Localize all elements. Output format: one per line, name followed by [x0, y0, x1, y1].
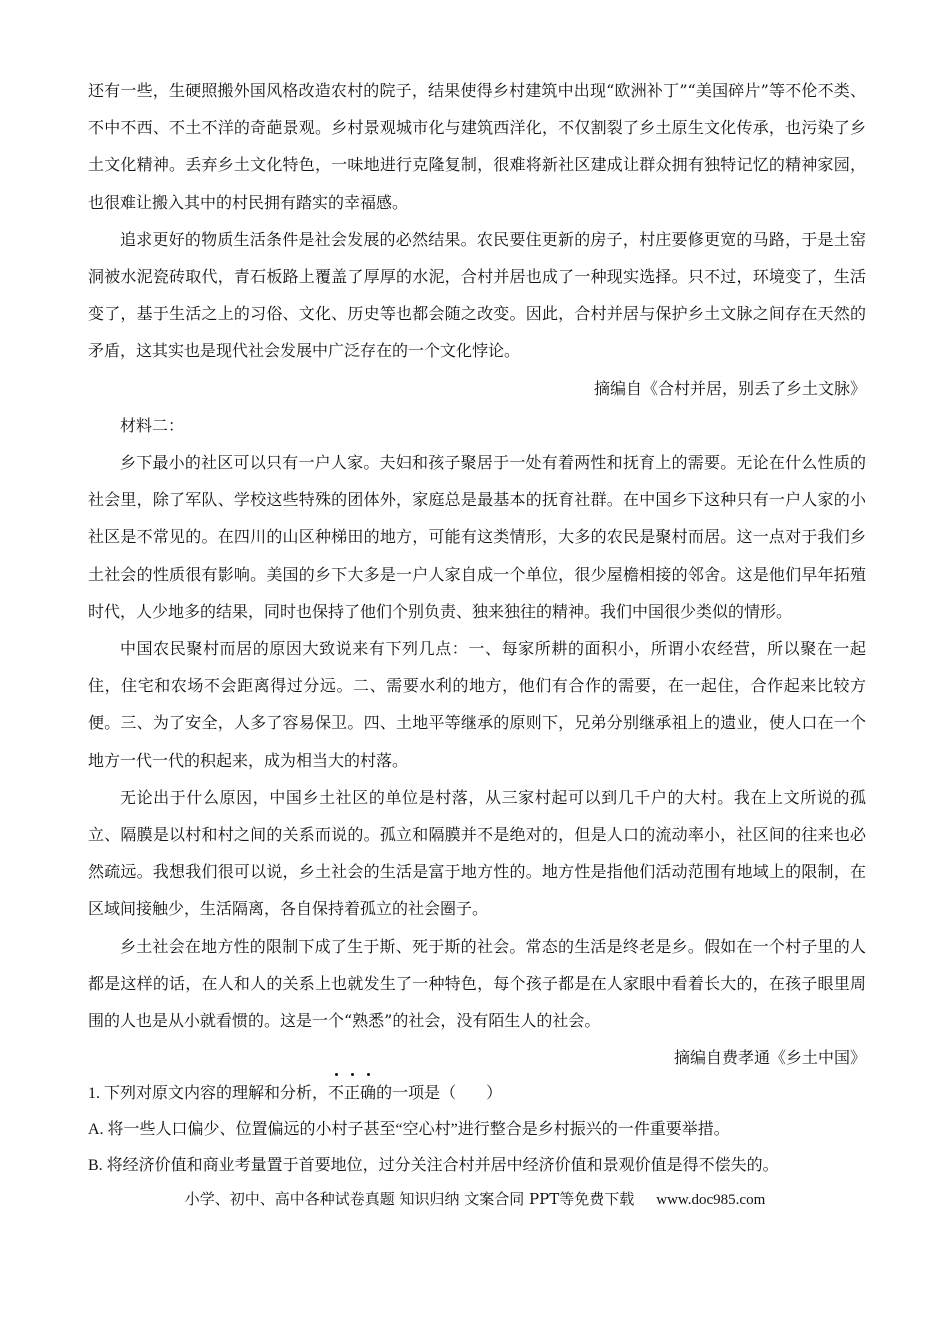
option-a: A. 将一些人口偏少、位置偏远的小村子甚至“空心村”进行整合是乡村振兴的一件重要举措。	[88, 1121, 730, 1139]
material1-paragraph-1: 还有一些，生硬照搬外国风格改造农村的院子，结果使得乡村建筑中出现“欧洲补丁”“美国碎片”等不伦不类、不中不西、不土不洋的奇葩景观。乡村景观城市化与建筑西洋化，不仅割裂了乡土原生文化传承，也污染了乡土文化精神。丢弃乡土文化特色，一味地进行克隆复制，很难将新社区建成让群众拥有独特记忆的精神家园，也很难让搬入其中的村民拥有踏实的幸福感。	[88, 81, 866, 212]
emphasis-char: 正	[344, 1076, 360, 1112]
footer-url[interactable]: www.doc985.com	[656, 1192, 766, 1208]
question-stem-prefix: 1. 下列对原文内容的理解和分析，	[88, 1085, 329, 1103]
emphasis-char: 确	[360, 1076, 376, 1112]
material1-source: 摘编自《合村并居，别丢了乡土文脉》	[593, 378, 866, 398]
footer-text: 小学、初中、高中各种试卷真题 知识归纳 文案合同 PPT等免费下载	[184, 1190, 635, 1208]
material2-paragraph-2: 中国农民聚村而居的原因大致说来有下列几点：一、每家所耕的面积小，所谓小农经营，所以聚在一起住，住宅和农场不会距离得过分远。二、需要水利的地方，他们有合作的需要，在一起住，合作起来比较方便。三、为了安全，人多了容易保卫。四、土地平等继承的原则下，兄弟分别继承祖上的遗业，使人口在一个地方一代一代的积起来，成为相当大的村落。	[88, 639, 866, 770]
question-1-stem	[88, 1076, 866, 1112]
material2-label: 材料二：	[120, 415, 185, 435]
question-stem-suffix: 的一项是（	[376, 1085, 457, 1103]
material2-paragraph-4: 乡土社会在地方性的限制下成了生于斯、死于斯的社会。常态的生活是终老是乡。假如在一个村子里的人都是这样的话，在人和人的关系上也就发生了一种特色，每个孩子都是在人家眼中看着长大的，在孩子眼里周围的人也是从小就看惯的。这是一个“熟悉”的社会，没有陌生人的社会。	[88, 936, 866, 1031]
document-body	[88, 72, 866, 1184]
emphasis-char: 不	[328, 1076, 344, 1112]
material1-paragraph-2: 追求更好的物质生活条件是社会发展的必然结果。农民要住更新的房子，村庄要修更宽的马路，于是土窑洞被水泥瓷砖取代，青石板路上覆盖了厚厚的水泥，合村并居也成了一种现实选择。只不过，环境变了，生活变了，基于生活之上的习俗、文化、历史等也都会随之改变。因此，合村并居与保护乡土文脉之间存在天然的矛盾，这其实也是现代社会发展中广泛存在的一个文化悖论。	[88, 229, 866, 361]
footer	[0, 1188, 950, 1209]
material2-paragraph-1: 乡下最小的社区可以只有一户人家。夫妇和孩子聚居于一处有着两性和抚育上的需要。无论在什么性质的社会里，除了军队、学校这些特殊的团体外，家庭总是最基本的抚育社群。在中国乡下这种只有一户人家的小社区是不常见的。在四川的山区种梯田的地方，可能有这类情形，大多的农民是聚村而居。这一点对于我们乡土社会的性质很有影响。美国的乡下大多是一户人家自成一个单位，很少屋檐相接的邻舍。这是他们早年拓殖时代，人少地多的结果，同时也保持了他们个别负责、独来独往的精神。我们中国很少类似的情形。	[88, 453, 866, 621]
material2-source: 摘编自费孝通《乡土中国》	[673, 1048, 866, 1068]
material2-paragraph-3: 无论出于什么原因，中国乡土社区的单位是村落，从三家村起可以到几千户的大村。我在上文所说的孤立、隔膜是以村和村之间的关系而说的。孤立和隔膜并不是绝对的，但是人口的流动率小，社区间的往来也必然疏远。我想我们很可以说，乡土社会的生活是富于地方性的。地方性是指他们活动范围有地域上的限制，在区域间接触少，生活隔离，各自保持着孤立的社会圈子。	[88, 787, 866, 919]
question-stem-close: ）	[486, 1085, 503, 1103]
option-b: B. 将经济价值和商业考量置于首要地位，过分关注合村并居中经济价值和景观价值是得不偿失的。	[88, 1157, 779, 1175]
